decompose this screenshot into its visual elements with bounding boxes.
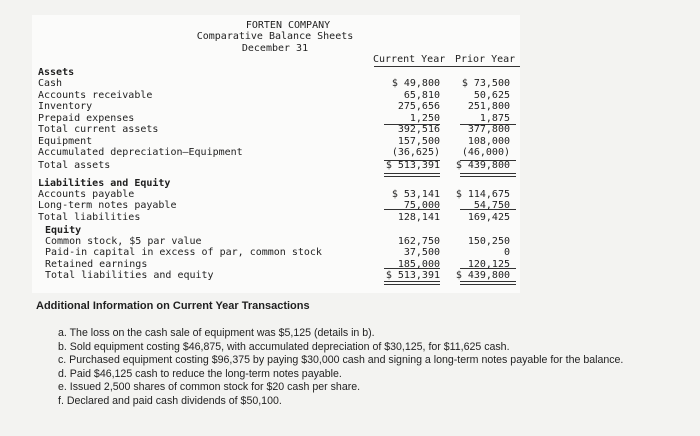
company-name: FORTEN COMPANY	[245, 20, 331, 31]
row-value-prior: 54,750	[473, 200, 510, 211]
total-le-double-rule-cur	[384, 281, 440, 285]
row-value-current: 162,750	[397, 236, 440, 247]
row-value-current: $ 513,391	[385, 160, 440, 171]
total-le-double-rule-pri	[460, 281, 516, 285]
row-value-prior: 50,625	[473, 90, 510, 101]
transaction-item: e. Issued 2,500 shares of common stock for $20 cash per share.	[58, 381, 361, 393]
transaction-item: b. Sold equipment costing $46,875, with accumulated depreciation of $30,125, for $11,625 cash.	[58, 340, 510, 353]
row-value-current: 37,500	[403, 247, 440, 258]
additional-info-heading: Additional Information on Current Year Transactions	[36, 300, 310, 312]
row-label: Equipment	[38, 136, 93, 147]
row-value-prior: 0	[503, 247, 510, 258]
statement-title: Comparative Balance Sheets	[196, 31, 354, 42]
equity-rule-pri	[460, 268, 516, 269]
row-value-prior: 108,000	[467, 136, 510, 147]
row-value-prior: $ 439,800	[455, 270, 510, 281]
row-value-current: $ 513,391	[385, 270, 440, 281]
header-rule	[374, 66, 520, 67]
row-value-current: 275,656	[397, 101, 440, 112]
total-assets-rule-cur	[384, 160, 440, 161]
row-value-prior: $ 439,800	[455, 160, 510, 171]
row-label: Inventory	[38, 101, 93, 112]
liabilities-rule-pri	[460, 209, 516, 210]
row-label: Total liabilities	[38, 212, 141, 223]
row-value-prior: $ 73,500	[461, 78, 510, 89]
column-header-current: Current Year	[373, 54, 446, 65]
row-value-current: 65,810	[403, 90, 440, 101]
row-value-current: 1,250	[409, 113, 440, 124]
row-label: Paid-in capital in excess of par, common stock	[45, 247, 322, 258]
row-label: Accumulated depreciation–Equipment	[38, 147, 243, 158]
transaction-item: a. The loss on the cash sale of equipment was $5,125 (details in b).	[58, 327, 375, 339]
row-value-current: $ 49,800	[391, 78, 440, 89]
row-label: Accounts receivable	[38, 90, 153, 101]
row-value-current: (36,625)	[391, 147, 440, 158]
row-value-current: 128,141	[397, 212, 440, 223]
row-value-prior: 169,425	[467, 212, 510, 223]
row-value-current: 185,000	[397, 259, 440, 270]
row-label: Cash	[38, 78, 63, 89]
transaction-item: f. Declared and paid cash dividends of $50,100.	[58, 394, 282, 407]
row-value-prior: 377,800	[467, 124, 510, 135]
row-label: Assets	[38, 67, 75, 78]
row-value-prior: (46,000)	[461, 147, 510, 158]
row-label: Retained earnings	[45, 259, 148, 270]
row-label: Prepaid expenses	[38, 113, 135, 124]
row-value-prior: 120,125	[467, 259, 510, 270]
total-assets-double-rule-pri	[460, 173, 516, 177]
row-value-current: $ 53,141	[391, 189, 440, 200]
column-header-prior: Prior Year	[455, 54, 516, 65]
total-assets-rule-pri	[460, 160, 516, 161]
row-label: Accounts payable	[38, 189, 135, 200]
row-value-prior: 150,250	[467, 236, 510, 247]
row-value-prior: 251,800	[467, 101, 510, 112]
equity-rule-cur	[384, 268, 440, 269]
row-value-current: 157,500	[397, 136, 440, 147]
additional-info-list	[58, 327, 690, 408]
liabilities-rule-cur	[384, 209, 440, 210]
row-label: Total current assets	[38, 124, 159, 135]
row-label: Common stock, $5 par value	[45, 236, 202, 247]
row-label: Equity	[45, 225, 82, 236]
row-value-current: 75,000	[403, 200, 440, 211]
current-assets-rule-cur	[384, 124, 440, 125]
current-assets-rule-pri	[460, 124, 516, 125]
row-value-prior: 1,875	[479, 113, 510, 124]
statement-date: December 31	[241, 43, 309, 54]
transaction-item: c. Purchased equipment costing $96,375 by paying $30,000 cash and signing a long-term notes payable for the balance.	[58, 354, 624, 366]
row-value-current: 392,516	[397, 124, 440, 135]
transaction-item: d. Paid $46,125 cash to reduce the long-term notes payable.	[58, 367, 342, 380]
row-label: Long-term notes payable	[38, 200, 177, 211]
row-label: Total liabilities and equity	[45, 270, 214, 281]
row-value-prior: $ 114,675	[455, 189, 510, 200]
row-label: Total assets	[38, 160, 111, 171]
row-label: Liabilities and Equity	[38, 178, 171, 189]
total-assets-double-rule-cur	[384, 173, 440, 177]
